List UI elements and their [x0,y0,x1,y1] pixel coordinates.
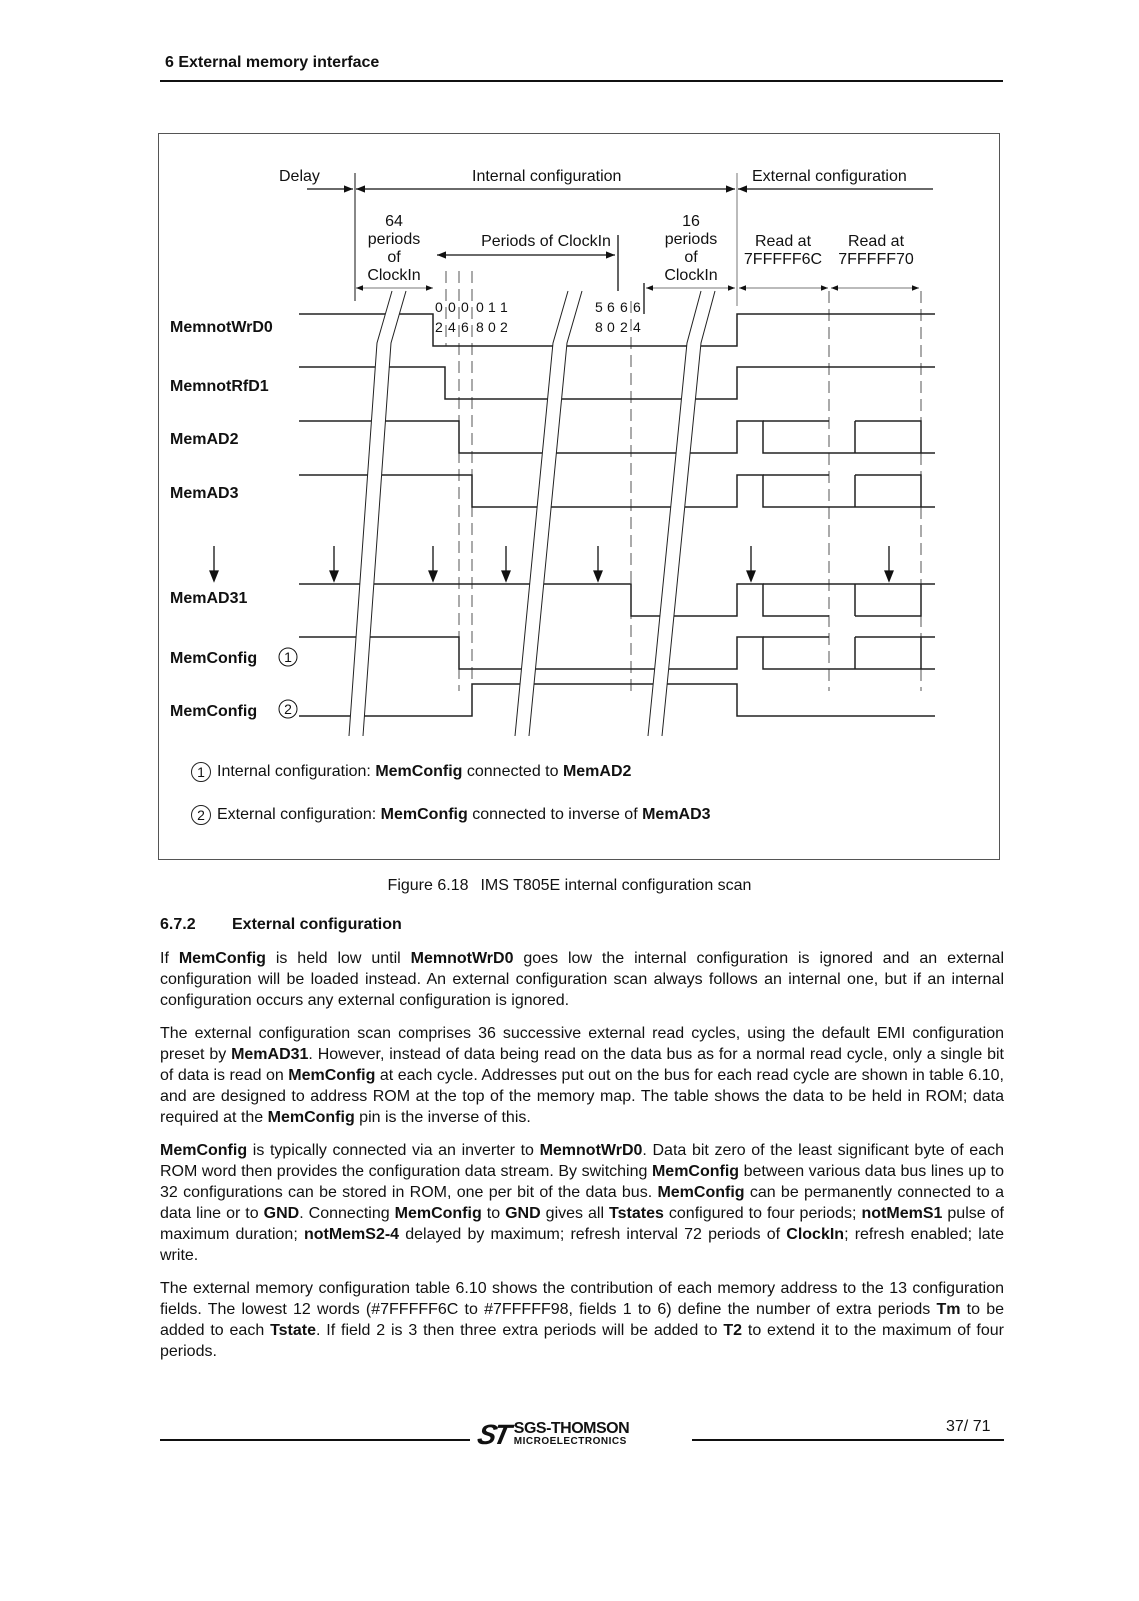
section-heading [160,916,402,934]
legend-item-2 [191,805,711,825]
svg-text:2: 2 [435,319,443,335]
svg-text:7FFFFF70: 7FFFFF70 [838,251,914,268]
svg-text:5: 5 [595,299,603,315]
internal-config-label: Internal configuration [472,168,622,185]
svg-text:0: 0 [448,299,456,315]
legend-bold: MemConfig [380,806,468,824]
st-logo-icon: ST [474,1419,512,1450]
header-rule [160,80,1003,82]
signal-label-memad31: MemAD31 [170,590,248,607]
timing-diagram [159,134,1001,861]
svg-text:6: 6 [633,299,641,315]
address-digits [435,299,641,335]
marker-1: 1 [284,649,292,665]
legend-item-1 [191,762,631,782]
logo-division: MICROELECTRONICS [513,1436,627,1447]
svg-text:2: 2 [620,319,628,335]
signal-label-memad3: MemAD3 [170,485,239,502]
svg-text:4: 4 [448,319,456,335]
svg-text:periods: periods [664,231,718,248]
section-number: 6.7.2 [160,916,196,933]
legend-text: External configuration: [217,806,381,824]
figure-number: Figure 6.18 [387,877,469,894]
periods-16-label [664,213,717,284]
svg-text:0: 0 [476,299,484,315]
svg-text:6: 6 [620,299,628,315]
paragraph-4: The external memory configuration table 6.10 shows the contribution of each memory address to the 13 configuration fields. The lowest 12 words (#7FFFFF6C to #7FFFFF98, fields 1 to 6) define the number of extra periods Tm to be added to each Tstate. If field 2 is 3 then three extra periods will be added to T2 to extend it to the maximum of four periods. [160,1280,1005,1360]
svg-text:Read at: Read at [847,233,905,250]
sgs-thomson-logo [474,1419,630,1451]
svg-text:periods: periods [367,231,421,248]
legend-text: connected to inverse of [467,806,643,824]
section-title: External configuration [232,916,402,933]
paragraph-1: If MemConfig is held low until MemnotWrD0 goes low the internal configuration is ignored and an external configuration will be loaded instead. An external configuration scan always follows an internal one, but if an internal configuration occurs any external configuration is ignored. [160,950,1004,1009]
svg-text:ClockIn: ClockIn [367,267,421,284]
running-header: 6 External memory interface [165,54,380,71]
delay-label: Delay [279,168,320,185]
svg-text:6: 6 [607,299,615,315]
read-at-1-label [744,233,822,268]
legend-text: Internal configuration: [217,763,376,781]
signal-label-memconfig-2: MemConfig [170,703,258,720]
svg-text:1: 1 [488,299,496,315]
svg-text:7FFFFF6C: 7FFFFF6C [743,251,823,268]
svg-text:Read at: Read at [754,233,812,250]
svg-text:8: 8 [595,319,603,335]
svg-text:0: 0 [488,319,496,335]
svg-text:0: 0 [435,299,443,315]
figure-title: IMS T805E internal configuration scan [480,877,752,894]
svg-text:4: 4 [633,319,641,335]
signal-label-memconfig-1: MemConfig [170,650,258,667]
svg-text:of: of [684,249,698,266]
svg-text:16: 16 [682,213,700,230]
legend-text: connected to [462,763,563,781]
footer-rule-right [692,1439,1004,1441]
periods-64-label [367,213,420,284]
figure-caption [0,877,1139,895]
timing-diagram-figure [158,133,1000,860]
svg-text:ClockIn: ClockIn [664,267,718,284]
signal-label-memnotwrd0: MemnotWrD0 [170,319,273,336]
svg-text:2: 2 [500,319,508,335]
legend-bold: MemAD2 [562,763,632,781]
svg-text:0: 0 [607,319,615,335]
svg-text:8: 8 [476,319,484,335]
svg-text:1: 1 [500,299,508,315]
page-number: 37/ 71 [946,1418,991,1435]
signal-label-memnotrfd1: MemnotRfD1 [170,378,269,395]
footer-rule-left [160,1439,470,1441]
marker-2: 2 [284,701,292,717]
svg-text:6: 6 [461,319,469,335]
paragraph-2: The external configuration scan comprises 36 successive external read cycles, using the default EMI configuration preset by MemAD31. However, instead of data being read on the data bus as for a normal read cycle, only a single bit of data is read on MemConfig at each cycle. Addresses put out on the bus for each read cycle are shown in table 6.10, and are designed to address ROM at the top of the memory map. The table shows the data to be held in ROM; data required at the MemConfig pin is the inverse of this. [160,1025,1005,1126]
svg-text:of: of [387,249,401,266]
svg-text:0: 0 [461,299,469,315]
periods-of-clockin-label: Periods of ClockIn [481,233,611,250]
marker-2-icon: 2 [191,805,211,825]
logo-company: SGS-THOMSON [513,1420,630,1437]
marker-1-icon: 1 [191,762,211,782]
legend-bold: MemConfig [375,763,463,781]
paragraph-3: MemConfig is typically connected via an inverter to MemnotWrD0. Data bit zero of the least significant byte of each ROM word then provides the configuration data stream. By switching MemConfig between various data bus lines up to 32 configurations can be stored in ROM, one per bit of the data bus. MemConfig can be permanently connected to a data line or to GND. Connecting MemConfig to GND gives all Tstates configured to four periods; notMemS1 pulse of maximum duration; notMemS2-4 delayed by maximum; refresh interval 72 periods of ClockIn; refresh enabled; late write. [160,1142,1005,1264]
body-text [160,948,1004,1374]
legend-bold: MemAD3 [642,806,711,824]
external-config-label: External configuration [752,168,907,185]
read-at-2-label [838,233,914,268]
signal-label-memad2: MemAD2 [170,431,239,448]
svg-text:64: 64 [385,213,403,230]
